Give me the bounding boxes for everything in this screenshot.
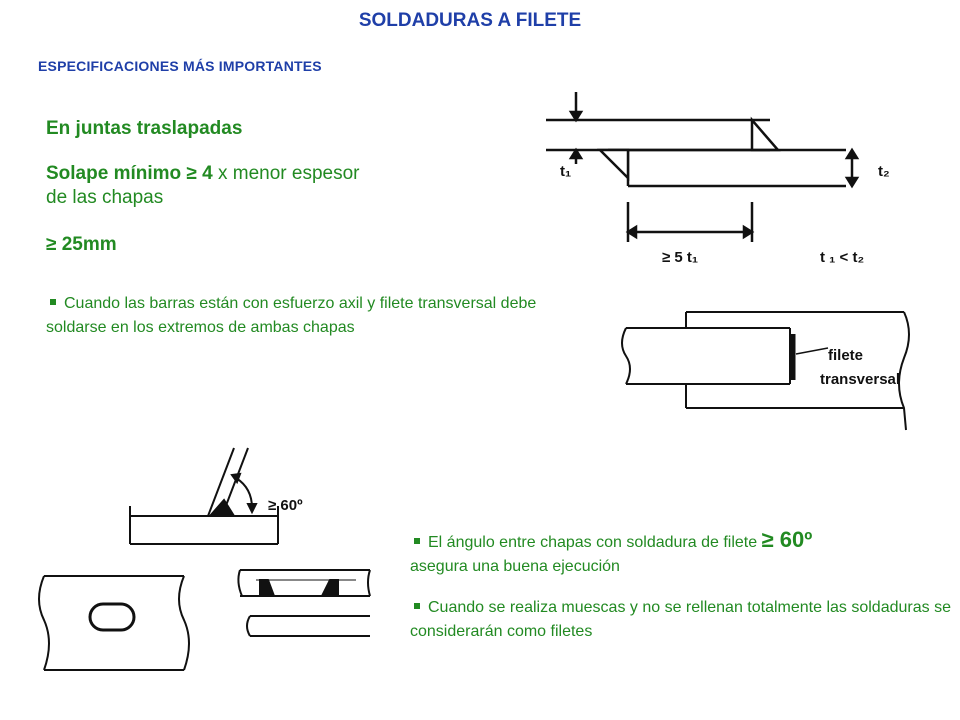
transversal-label: transversal (820, 371, 901, 388)
bullet-muescas-text: Cuando se realiza muescas y no se rellenan totalmente las soldaduras se considerarán como filetes (410, 599, 951, 640)
transversal-fillet-figure (614, 304, 930, 440)
t2-label: t₂ (878, 163, 890, 180)
bullet-square-icon (414, 538, 420, 544)
bullet-muescas (410, 596, 955, 644)
solape-minimo-rest: x menor espesor de las chapas (46, 163, 360, 208)
lap-joint-figure (536, 86, 920, 276)
angle-figure (124, 444, 340, 546)
heading-juntas-traslapadas: En juntas traslapadas (46, 118, 243, 139)
overlap-label: ≥ 5 t₁ (662, 249, 699, 266)
bullet-square-icon (50, 299, 56, 305)
bullet-angle-text-2: asegura una buena ejecución (410, 558, 620, 575)
page-title: SOLDADURAS A FILETE (358, 10, 582, 31)
bullet-axil-text: Cuando las barras están con esfuerzo axil y filete transversal debe soldarse en los extremos de ambas chapas (46, 295, 537, 336)
solape-minimo-text (46, 162, 376, 210)
bullet-angle-text: El ángulo entre chapas con soldadura de filete (428, 534, 762, 551)
relation-label: t ₁ < t₂ (820, 249, 865, 266)
page-subtitle: ESPECIFICACIONES MÁS IMPORTANTES (38, 58, 322, 74)
bullet-axil (46, 292, 546, 340)
angle-label: ≥ 60º (268, 497, 303, 514)
slot-section-figure (234, 566, 374, 644)
t1-label: t₁ (560, 163, 572, 180)
solape-minimo-bold: Solape mínimo ≥ 4 (46, 163, 213, 184)
slot-plan-figure (30, 570, 190, 676)
bullet-square-icon (414, 603, 420, 609)
minimo-25mm: ≥ 25mm (46, 234, 117, 255)
bullet-angle-value: ≥ 60º (761, 527, 813, 552)
filete-label: filete (828, 347, 864, 364)
bullet-angle (410, 528, 955, 579)
